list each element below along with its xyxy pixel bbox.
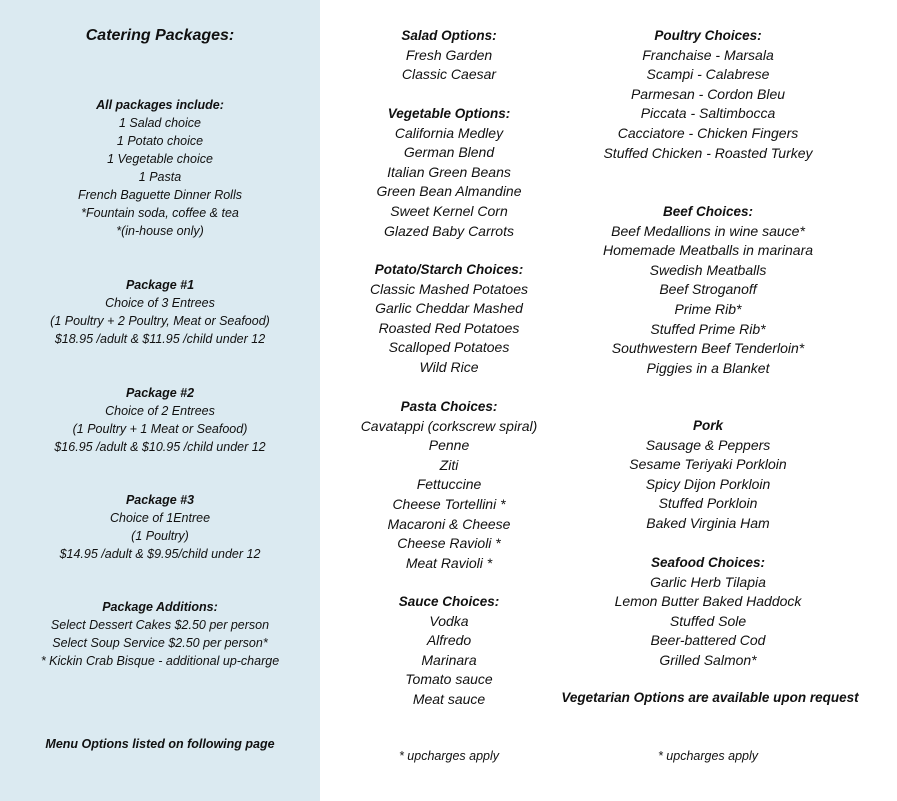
- beef-item: Piggies in a Blanket: [646, 359, 770, 376]
- seafood-item: Beer-battered Cod: [650, 632, 766, 649]
- vegetable-item: German Blend: [403, 144, 495, 161]
- package-1-line: Choice of 3 Entrees: [105, 296, 215, 310]
- package-1-line: (1 Poultry + 2 Poultry, Meat or Seafood): [50, 314, 270, 328]
- seafood-heading: Seafood Choices:: [650, 555, 766, 570]
- pasta-section: [340, 397, 558, 573]
- pasta-item: Cavatappi (corkscrew spiral): [360, 417, 538, 434]
- includes-line: 1 Potato choice: [116, 134, 204, 148]
- package-3-heading: Package #3: [125, 493, 195, 507]
- potato-item: Classic Mashed Potatoes: [370, 280, 528, 297]
- potato-item: Garlic Cheddar Mashed: [375, 300, 523, 317]
- package-1-heading: Package #1: [125, 278, 195, 292]
- includes-heading: All packages include:: [96, 98, 224, 112]
- pasta-item: Fettuccine: [416, 476, 482, 493]
- pasta-item: Ziti: [439, 456, 459, 473]
- package-3-line: Choice of 1Entree: [109, 511, 211, 525]
- potato-heading: Potato/Starch Choices:: [374, 262, 524, 277]
- beef-item: Stuffed Prime Rib*: [650, 320, 766, 337]
- page-title: Catering Packages:: [85, 27, 235, 44]
- salad-section: [340, 26, 558, 85]
- poultry-heading: Poultry Choices:: [654, 28, 762, 43]
- vegetarian-note: Vegetarian Options are available upon request: [561, 690, 859, 705]
- pork-item: Stuffed Porkloin: [658, 495, 758, 512]
- vegetable-item: Glazed Baby Carrots: [384, 222, 514, 239]
- package-2-line: (1 Poultry + 1 Meat or Seafood): [72, 422, 248, 436]
- additions-line: * Kickin Crab Bisque - additional up-charge: [40, 654, 280, 668]
- vegetable-item: Green Bean Almandine: [376, 183, 522, 200]
- beef-item: Homemade Meatballs in marinara: [602, 242, 814, 259]
- package-2-line: Choice of 2 Entrees: [105, 404, 215, 418]
- package-2-section: [0, 384, 320, 456]
- includes-line: 1 Vegetable choice: [107, 152, 213, 166]
- sauce-section: [340, 592, 558, 710]
- beef-item: Swedish Meatballs: [649, 261, 767, 278]
- includes-line: *Fountain soda, coffee & tea: [81, 206, 239, 220]
- seafood-item: Grilled Salmon*: [659, 651, 757, 668]
- pasta-item: Macaroni & Cheese: [387, 515, 511, 532]
- includes-line: 1 Salad choice: [118, 116, 201, 130]
- poultry-item: Cacciatore - Chicken Fingers: [617, 124, 799, 141]
- pork-section: [558, 416, 858, 534]
- seafood-section: [558, 553, 858, 671]
- vegetable-item: Sweet Kernel Corn: [390, 202, 508, 219]
- beef-heading: Beef Choices:: [662, 204, 754, 219]
- includes-line: *(in-house only): [116, 224, 204, 238]
- potato-item: Wild Rice: [419, 358, 479, 375]
- pasta-item: Cheese Tortellini *: [392, 495, 506, 512]
- sauce-item: Alfredo: [426, 632, 472, 649]
- additions-line: Select Soup Service $2.50 per person*: [52, 636, 268, 650]
- pasta-heading: Pasta Choices:: [400, 399, 498, 414]
- beef-item: Prime Rib*: [674, 300, 742, 317]
- pork-heading: Pork: [692, 418, 723, 433]
- beef-item: Southwestern Beef Tenderloin*: [611, 340, 805, 357]
- menu-options-note: Menu Options listed on following page: [45, 737, 275, 751]
- potato-item: Roasted Red Potatoes: [378, 319, 520, 336]
- potato-item: Scalloped Potatoes: [388, 339, 510, 356]
- pasta-item: Penne: [428, 437, 470, 454]
- poultry-item: Parmesan - Cordon Bleu: [630, 85, 786, 102]
- beef-item: Beef Stroganoff: [659, 281, 757, 298]
- sauce-item: Vodka: [429, 612, 469, 629]
- pork-item: Sausage & Peppers: [645, 436, 771, 453]
- package-3-price: $14.95 /adult & $9.95/child under 12: [59, 547, 261, 561]
- salad-item: Classic Caesar: [401, 66, 497, 83]
- seafood-item: Lemon Butter Baked Haddock: [614, 593, 802, 610]
- package-1-section: [0, 276, 320, 348]
- vegetable-item: Italian Green Beans: [387, 163, 511, 180]
- vegetable-heading: Vegetable Options:: [387, 106, 511, 121]
- package-1-price: $18.95 /adult & $11.95 /child under 12: [54, 332, 266, 346]
- right-note-block: [558, 747, 858, 767]
- additions-line: Select Dessert Cakes $2.50 per person: [50, 618, 270, 632]
- middle-note-block: [340, 747, 558, 767]
- salad-item: Fresh Garden: [405, 46, 493, 63]
- poultry-item: Scampi - Calabrese: [646, 66, 770, 83]
- package-additions-section: [0, 598, 320, 670]
- includes-section: [0, 96, 320, 240]
- poultry-item: Franchaise - Marsala: [642, 46, 774, 63]
- pork-item: Spicy Dijon Porkloin: [645, 475, 771, 492]
- beef-item: Beef Medallions in wine sauce*: [611, 222, 805, 239]
- salad-heading: Salad Options:: [401, 28, 497, 43]
- sauce-item: Tomato sauce: [405, 671, 493, 688]
- vegetable-item: California Medley: [394, 124, 504, 141]
- vegetarian-block: [540, 690, 880, 705]
- pork-item: Baked Virginia Ham: [646, 514, 770, 531]
- potato-section: [340, 260, 558, 378]
- includes-line: French Baguette Dinner Rolls: [78, 188, 242, 202]
- seafood-item: Stuffed Sole: [669, 612, 747, 629]
- additions-heading: Package Additions:: [102, 600, 218, 614]
- poultry-section: [558, 26, 858, 163]
- package-3-line: (1 Poultry): [131, 529, 189, 543]
- package-2-heading: Package #2: [125, 386, 195, 400]
- includes-line: 1 Pasta: [138, 170, 182, 184]
- sauce-item: Marinara: [421, 651, 477, 668]
- upcharges-note: * upcharges apply: [657, 749, 759, 763]
- beef-section: [558, 202, 858, 378]
- package-3-section: [0, 491, 320, 563]
- poultry-item: Stuffed Chicken - Roasted Turkey: [603, 144, 813, 161]
- poultry-item: Piccata - Saltimbocca: [640, 105, 776, 122]
- package-2-price: $16.95 /adult & $10.95 /child under 12: [54, 440, 266, 454]
- vegetable-section: [340, 104, 558, 241]
- sauce-item: Meat sauce: [412, 690, 486, 707]
- seafood-item: Garlic Herb Tilapia: [650, 573, 766, 590]
- footer-note-block: [0, 735, 320, 753]
- pasta-item: Meat Ravioli *: [405, 554, 493, 571]
- packages-title-block: [0, 25, 320, 47]
- upcharges-note: * upcharges apply: [398, 749, 500, 763]
- pork-item: Sesame Teriyaki Porkloin: [629, 456, 787, 473]
- pasta-item: Cheese Ravioli *: [397, 535, 501, 552]
- sauce-heading: Sauce Choices:: [398, 594, 500, 609]
